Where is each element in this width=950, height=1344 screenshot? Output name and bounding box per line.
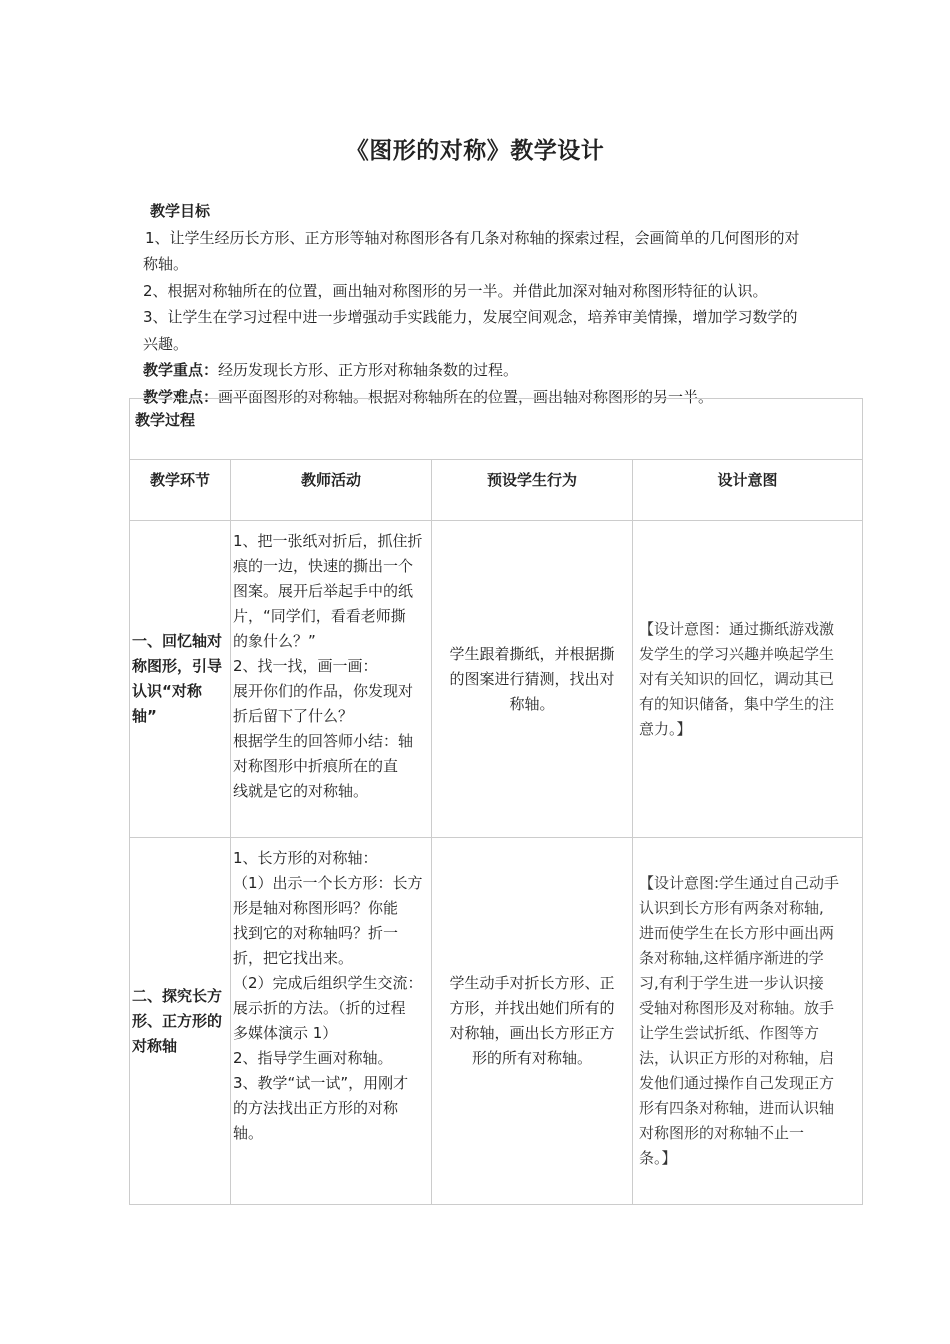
cell-line: 图案。展开后举起手中的纸 <box>233 582 414 600</box>
key-point <box>143 357 865 384</box>
cell-line: 二、探究长方 <box>132 986 223 1005</box>
cell-line: 对称轴 <box>132 1036 178 1055</box>
cell-line: 认识到长方形有两条对称轴, <box>639 899 824 917</box>
header-student <box>432 460 633 521</box>
teacher-activity-cell <box>231 521 432 838</box>
student-behavior-cell <box>432 838 633 1205</box>
cell-line: 展开你们的作品，你发现对 <box>233 682 414 700</box>
cell-line: 形有四条对称轴，进而认识轴 <box>639 1099 835 1117</box>
cell-line: 展示折的方法。（折的过程 <box>233 999 406 1017</box>
stage-cell <box>130 838 231 1205</box>
design-intent-cell <box>633 521 863 838</box>
cell-line: 称图形，引导 <box>132 657 223 675</box>
cell-line: 根据学生的回答师小结：轴 <box>233 732 414 750</box>
cell-line: 片，“同学们，看看老师撕 <box>233 607 406 625</box>
table-row <box>130 521 863 838</box>
header-teacher <box>231 460 432 521</box>
cell-line: 的方法找出正方形的对称 <box>233 1099 399 1117</box>
cell-line: 习,有利于学生进一步认识接 <box>639 974 824 992</box>
cell-line: （2）完成后组织学生交流： <box>233 974 423 992</box>
teacher-activity-cell <box>231 838 432 1205</box>
cell-line: 【设计意图：通过撕纸游戏激 <box>639 619 835 638</box>
cell-line: （1）出示一个长方形：长方 <box>233 874 423 892</box>
cell-line: 方形，并找出她们所有的 <box>449 999 615 1017</box>
objective-3b: 兴趣。 <box>143 334 189 353</box>
cell-line: 一、回忆轴对 <box>132 632 223 650</box>
cell-line: 进而使学生在长方形中画出两 <box>639 924 835 942</box>
cell-line: 形、正方形的 <box>132 1011 223 1030</box>
cell-line: 2、找一找，画一画： <box>233 657 378 675</box>
process-title-cell <box>130 399 863 460</box>
header-design-label: 设计意图 <box>717 471 778 489</box>
cell-line: 学生跟着撕纸，并根据撕 <box>449 644 615 663</box>
stage-cell <box>130 521 231 838</box>
cell-line: 1、长方形的对称轴： <box>233 849 378 867</box>
objectives-heading: 教学目标 <box>150 202 211 220</box>
cell-line: 对称图形中折痕所在的直 <box>233 757 399 775</box>
cell-line: 2、指导学生画对称轴。 <box>233 1049 393 1067</box>
objective-2: 2、根据对称轴所在的位置，画出轴对称图形的另一半。并借此加深对轴对称图形特征的认识。 <box>143 281 768 300</box>
cell-line: 3、教学“试一试”，用刚才 <box>233 1074 409 1092</box>
cell-line: 对有关知识的回忆，调动其已 <box>639 669 835 688</box>
student-behavior-cell <box>432 521 633 838</box>
cell-line: 受轴对称图形及对称轴。放手 <box>639 999 835 1017</box>
cell-line: 多媒体演示 1） <box>233 1024 338 1042</box>
cell-line: 轴。 <box>233 1124 264 1142</box>
cell-line: 形的所有对称轴。 <box>471 1049 592 1067</box>
teaching-process-table <box>129 398 863 1205</box>
table-row <box>130 838 863 1205</box>
cell-line: 意力。】 <box>639 719 692 738</box>
cell-line: 的象什么？” <box>233 632 316 650</box>
header-stage <box>130 460 231 521</box>
cell-line: 线就是它的对称轴。 <box>233 782 369 800</box>
cell-line: 称轴。 <box>509 694 555 713</box>
header-design <box>633 460 863 521</box>
cell-line: 条对称轴,这样循序渐进的学 <box>639 949 824 967</box>
cell-line: 发学生的学习兴趣并唤起学生 <box>639 644 835 663</box>
header-row <box>130 460 863 521</box>
cell-line: 法，认识正方形的对称轴，启 <box>639 1049 835 1067</box>
document-title: 《图形的对称》教学设计 <box>345 138 605 164</box>
header-stage-label: 教学环节 <box>149 471 210 489</box>
cell-line: 形是轴对称图形吗？你能 <box>233 899 399 917</box>
header-student-label: 预设学生行为 <box>486 471 577 489</box>
design-intent-cell <box>633 838 863 1205</box>
intro-section <box>143 198 865 410</box>
cell-line: 1、把一张纸对折后，抓住折 <box>233 532 423 550</box>
cell-line: 痕的一边，快速的撕出一个 <box>233 557 414 575</box>
cell-line: 找到它的对称轴吗？折一 <box>233 924 399 942</box>
process-title: 教学过程 <box>135 411 196 429</box>
cell-line: 让学生尝试折纸、作图等方 <box>639 1024 820 1042</box>
cell-line: 学生动手对折长方形、正 <box>449 974 615 992</box>
key-point-text: 经历发现长方形、正方形对称轴条数的过程。 <box>218 361 519 379</box>
cell-line: 折后留下了什么？ <box>233 707 354 725</box>
process-title-row <box>130 399 863 460</box>
header-teacher-label: 教师活动 <box>300 471 361 489</box>
difficulty-label: 教学难点： <box>143 387 219 406</box>
cell-line: 发他们通过操作自己发现正方 <box>639 1074 835 1092</box>
cell-line: 条。】 <box>639 1149 677 1167</box>
cell-line: 的图案进行猜测，找出对 <box>449 669 615 688</box>
cell-line: 折，把它找出来。 <box>233 949 354 967</box>
objective-3a: 3、让学生在学习过程中进一步增强动手实践能力，发展空间观念，培养审美情操，增加学习数学的 <box>143 308 798 326</box>
cell-line: 对称轴，画出长方形正方 <box>449 1024 615 1042</box>
difficulty-text: 画平面图形的对称轴。根据对称轴所在的位置，画出轴对称图形的另一半。 <box>218 387 714 406</box>
cell-line: 对称图形的对称轴不止一 <box>639 1124 805 1142</box>
objective-1a: 1、让学生经历长方形、正方形等轴对称图形各有几条对称轴的探索过程，会画简单的几何图形的对 <box>145 228 800 247</box>
cell-line: 认识“对称 <box>132 682 202 700</box>
cell-line: 轴” <box>132 707 157 725</box>
cell-line: 有的知识储备，集中学生的注 <box>639 694 835 713</box>
cell-line: 【设计意图:学生通过自己动手 <box>639 874 840 892</box>
objective-1b: 称轴。 <box>143 255 189 273</box>
key-point-label: 教学重点： <box>143 361 219 379</box>
